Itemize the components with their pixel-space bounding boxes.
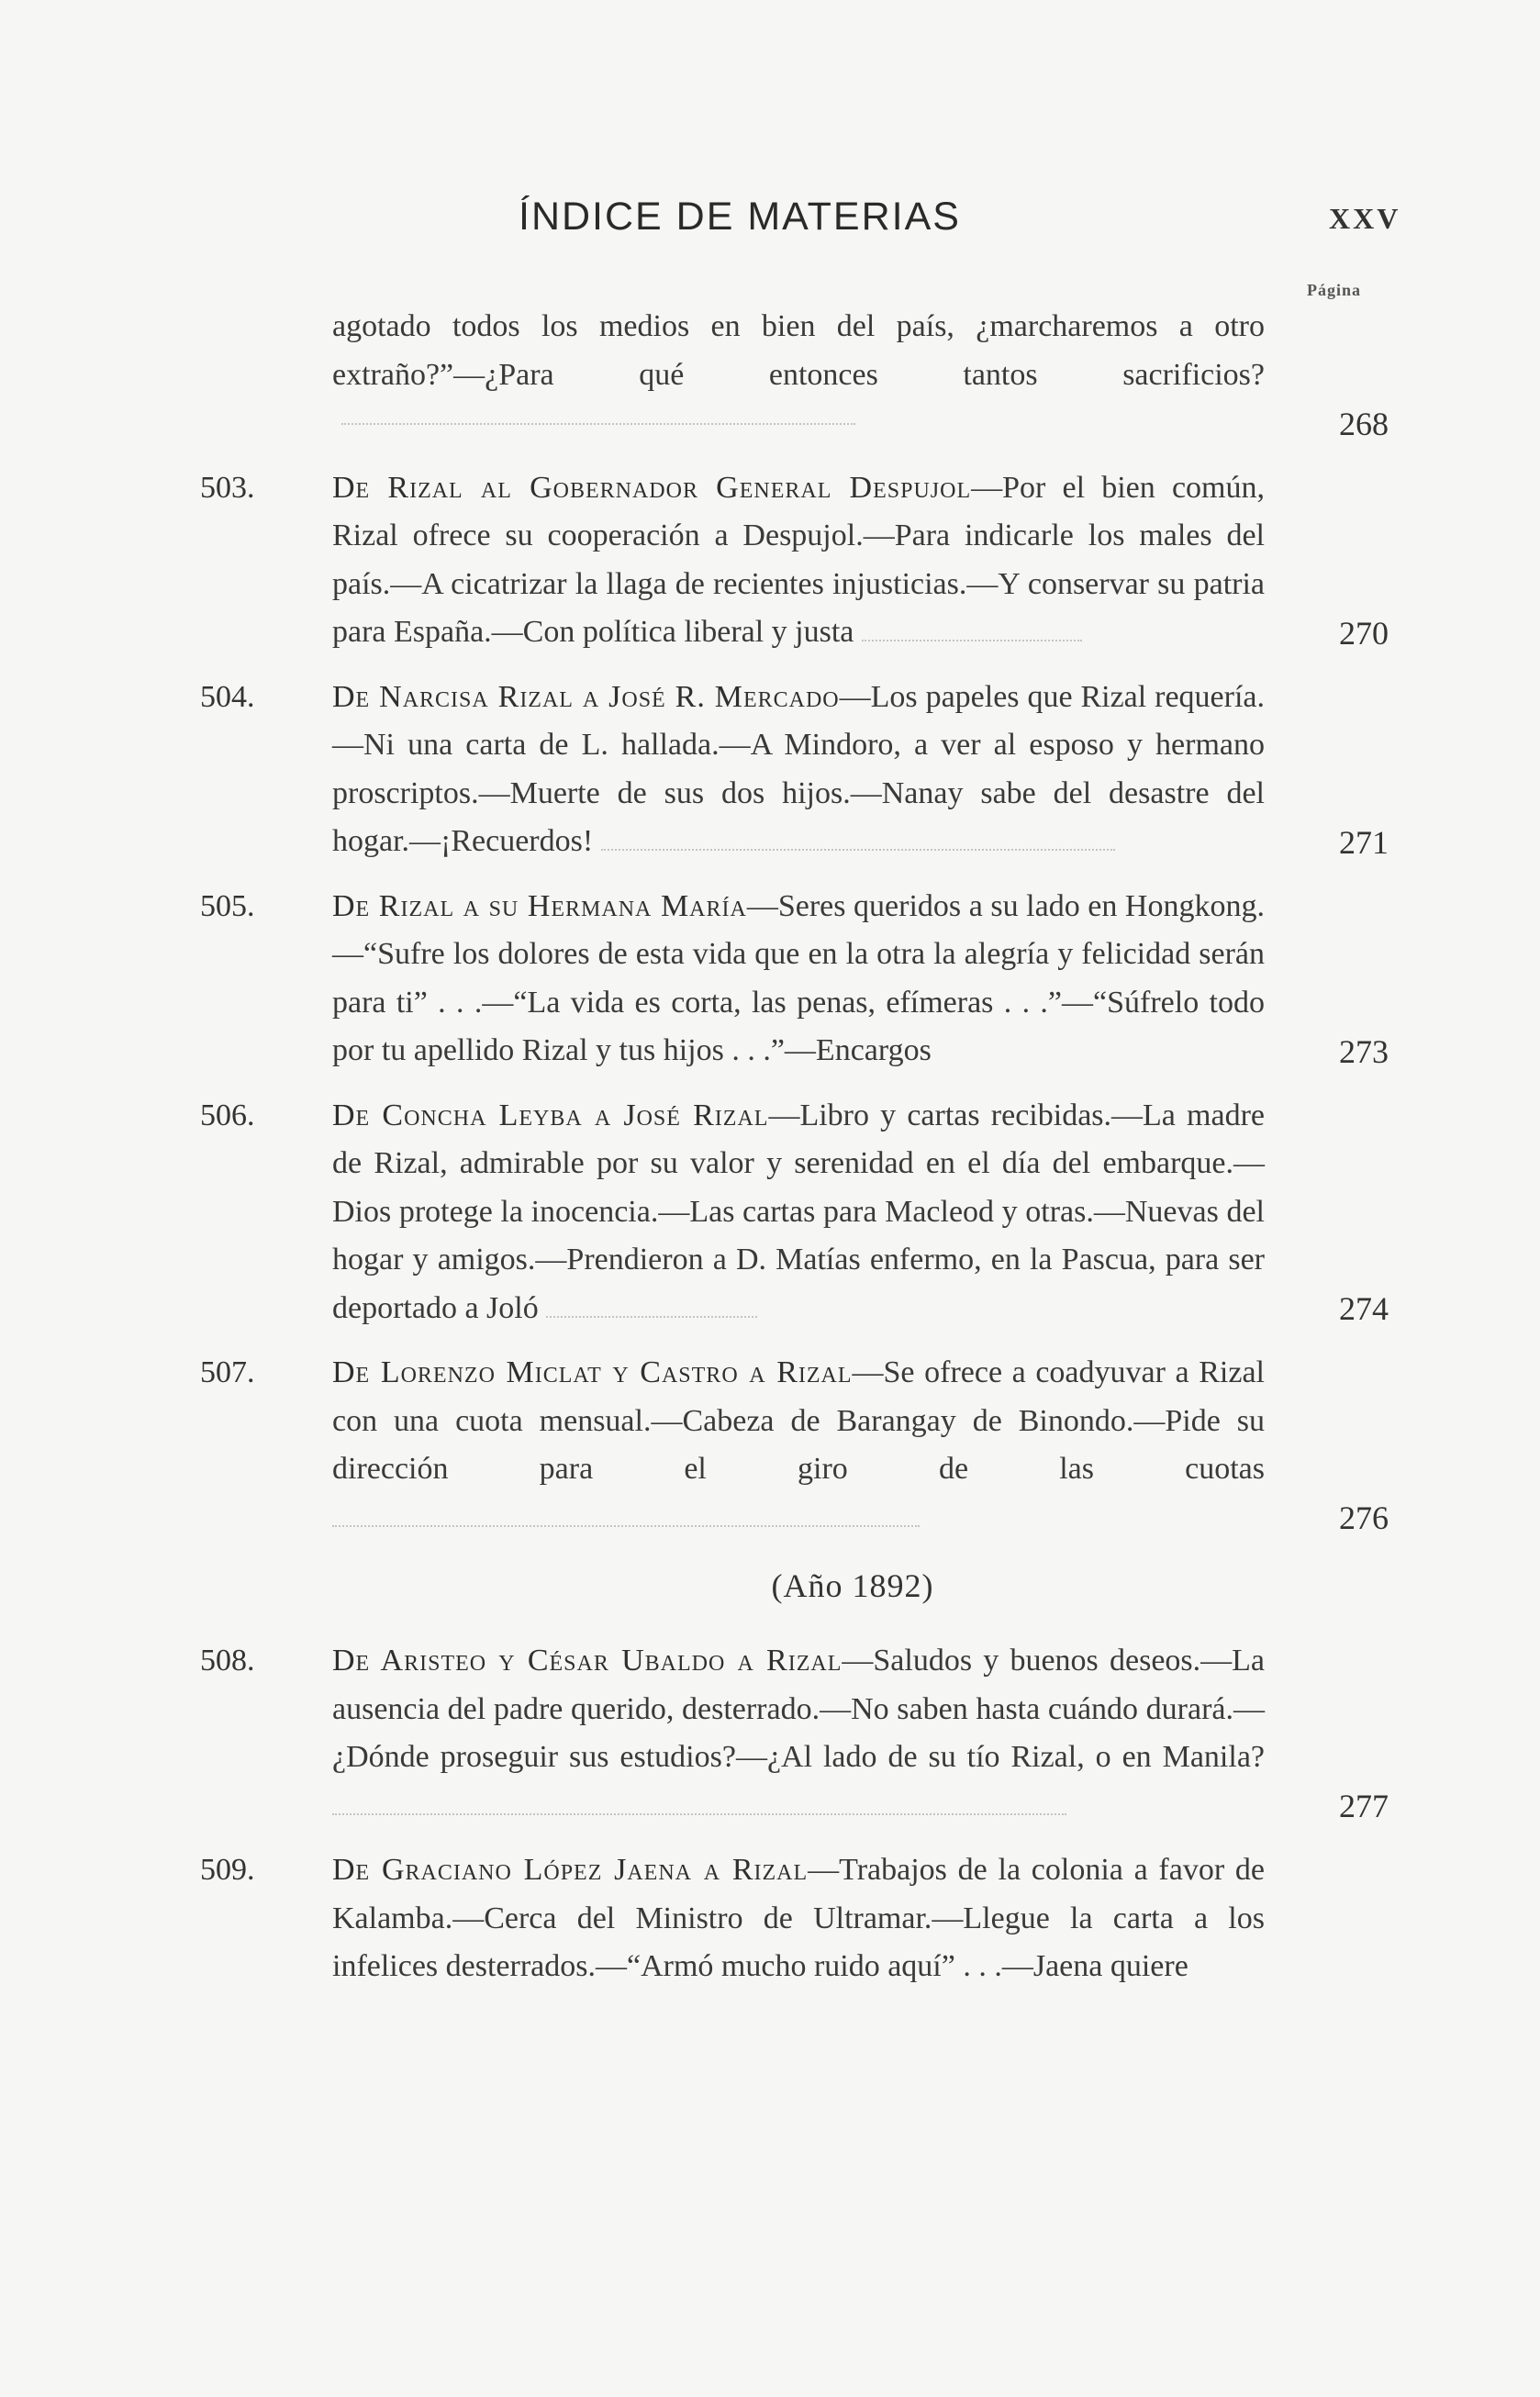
entry-heading: De Graciano López Jaena a Rizal bbox=[332, 1853, 809, 1887]
entry-text: agotado todos los medios en bien del país, ¿marcharemos a otro extraño?”—¿Para qué entonces tantos sacrificios? bbox=[332, 309, 1265, 392]
entry-page-number: 273 bbox=[1339, 1032, 1389, 1070]
entry-number: 504. bbox=[200, 679, 255, 714]
entry-text: —Se ofrece a coadyuvar a Rizal con una cuota mensual.—Cabeza de Barangay de Binondo.—Pide su dirección para el giro de las cuotas bbox=[332, 1355, 1265, 1486]
entry-heading: De Lorenzo Miclat y Castro a Rizal bbox=[332, 1355, 853, 1389]
entry-page-number: 271 bbox=[1339, 823, 1389, 861]
entry-body bbox=[332, 464, 1265, 657]
entry-text: —Libro y cartas recibidas.—La madre de Rizal, admirable por su valor y serenidad en el día del embarque.—Dios protege la inocencia.—Las cartas para Macleod y otras.—Nuevas del hogar y amigos.—Prendieron a D. Matías enfermo, en la Pascua, para ser deportado a Joló bbox=[332, 1098, 1265, 1325]
entry-body bbox=[332, 1092, 1265, 1333]
entry-number: 508. bbox=[200, 1644, 255, 1678]
entry-heading: De Narcisa Rizal a José R. Mercado bbox=[332, 679, 840, 714]
index-entries bbox=[0, 303, 1540, 2008]
entry-page-number: 268 bbox=[1339, 405, 1389, 442]
entry-number: 503. bbox=[200, 470, 255, 505]
entry-number: 509. bbox=[200, 1853, 255, 1887]
entry-number: 505. bbox=[200, 888, 255, 923]
index-entry bbox=[0, 303, 1540, 448]
entry-heading: De Concha Leyba a José Rizal bbox=[332, 1098, 769, 1132]
page-folio: XXV bbox=[1329, 202, 1401, 235]
entry-heading: De Aristeo y César Ubaldo a Rizal bbox=[332, 1644, 843, 1678]
page-title: ÍNDICE DE MATERIAS bbox=[519, 195, 961, 239]
entry-page-number: 276 bbox=[1339, 1500, 1389, 1536]
index-entry bbox=[0, 1349, 1540, 1542]
entry-text: —Saludos y buenos deseos.—La ausencia del padre querido, desterrado.—No saben hasta cuándo durará.—¿Dónde proseguir sus estudios?—¿Al lado de su tío Rizal, o en Manila? bbox=[332, 1644, 1265, 1774]
entry-text: —Seres queridos a su lado en Hongkong.—“Sufre los dolores de esta vida que en la otra la alegría y felicidad serán para ti” . . .—“La vida es corta, las penas, efímeras . . .”—“Súfrelo todo por tu apellido Rizal y tus hijos . . .”—Encargos bbox=[332, 888, 1265, 1067]
entry-page-number: 277 bbox=[1339, 1788, 1389, 1824]
entry-body bbox=[332, 303, 1265, 448]
running-head bbox=[0, 195, 1540, 250]
entry-number: 507. bbox=[200, 1355, 255, 1389]
index-entry bbox=[0, 674, 1540, 866]
entry-heading: De Rizal a su Hermana María bbox=[332, 888, 747, 923]
entry-page-number: 274 bbox=[1339, 1290, 1389, 1327]
entry-body bbox=[332, 674, 1265, 866]
entry-text: —Trabajos de la colonia a favor de Kalamba.—Cerca del Ministro de Ultramar.—Llegue la carta a los infelices desterrados.—“Armó mucho ruido aquí” . . .—Jaena quiere bbox=[332, 1853, 1266, 1983]
entry-heading: De Rizal al Gobernador General Despujol bbox=[332, 470, 972, 505]
entry-text: —Por el bien común, Rizal ofrece su cooperación a Despujol.—Para indicarle los males del país.—A cicatrizar la llaga de recientes injusticias.—Y conservar su patria para España.—Con política liberal y justa bbox=[332, 470, 1265, 649]
index-entry bbox=[0, 883, 1540, 1076]
index-entry bbox=[0, 1092, 1540, 1333]
index-entry bbox=[0, 1846, 1540, 1991]
entry-number: 506. bbox=[200, 1098, 255, 1132]
index-entry bbox=[0, 1637, 1540, 1830]
entry-body bbox=[332, 883, 1265, 1076]
entry-body bbox=[332, 1349, 1265, 1542]
index-entry bbox=[0, 464, 1540, 657]
entry-body bbox=[332, 1846, 1265, 1991]
entry-body bbox=[332, 1637, 1265, 1830]
entry-text: —Los papeles que Rizal requería.—Ni una carta de L. hallada.—A Mindoro, a ver al esposo y hermano proscriptos.—Muerte de sus dos hijos.—Nanay sabe del desastre del hogar.—¡Recuerdos! bbox=[332, 679, 1266, 858]
entry-page-number: 270 bbox=[1339, 614, 1389, 652]
year-heading: (Año 1892) bbox=[771, 1567, 934, 1604]
pagina-column-label: Página bbox=[1307, 281, 1362, 299]
